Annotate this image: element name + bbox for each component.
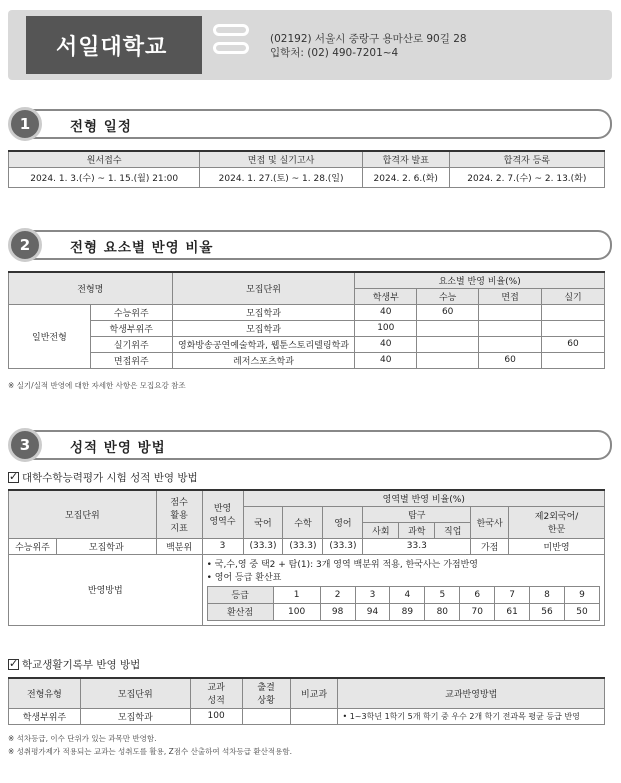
method-line: • 영어 등급 환산표: [206, 572, 282, 583]
col-header: 교과 성적: [190, 678, 242, 708]
grade-cell: 7: [495, 586, 530, 603]
value-cell: (33.3): [323, 538, 363, 554]
value-cell: [479, 336, 542, 352]
value-cell: 60: [542, 336, 605, 352]
grade-cell: 8: [530, 586, 565, 603]
col-header: 면접: [479, 288, 542, 304]
track-cell: 학생부위주: [9, 708, 81, 724]
value-cell: 33.3: [363, 538, 471, 554]
grade-label: 등급: [207, 586, 273, 603]
checkbox-icon: ✓: [9, 657, 19, 670]
score-cell: 89: [390, 603, 425, 620]
value-cell: [479, 320, 542, 336]
value-cell: 40: [355, 304, 417, 320]
schedule-value: 2024. 2. 7.(수) ~ 2. 13.(화): [449, 167, 604, 187]
grade-cell: 1: [273, 586, 320, 603]
col-header: 탐구: [363, 506, 471, 522]
value-cell: [417, 352, 479, 368]
track-cell: 학생부위주: [90, 320, 172, 336]
school-header: [8, 10, 612, 80]
col-header: 수능: [417, 288, 479, 304]
schedule-value: 2024. 2. 6.(화): [362, 167, 449, 187]
value-cell: 가점: [471, 538, 509, 554]
value-cell: (33.3): [243, 538, 283, 554]
school-name: 서일대학교: [26, 16, 202, 74]
ring-icon: [213, 24, 249, 60]
csat-subheading: [8, 470, 198, 485]
section-3-heading: [8, 428, 608, 460]
score-cell: 94: [355, 603, 390, 620]
record-table: [8, 677, 605, 725]
method-cell: [202, 554, 604, 625]
value-cell: 40: [355, 336, 417, 352]
schedule-table: [8, 150, 605, 188]
score-cell: 80: [425, 603, 460, 620]
grade-cell: 2: [320, 586, 355, 603]
method-cell: • 1~3학년 1학기 5개 학기 중 우수 2개 학기 전과목 평균 등급 반영: [338, 708, 605, 724]
value-cell: 60: [417, 304, 479, 320]
col-header: 반영 영역수: [202, 490, 243, 538]
unit-cell: 영화방송공연예술학과, 웹툰스토리텔링학과: [172, 336, 355, 352]
value-cell: 100: [190, 708, 242, 724]
col-header: 학생부: [355, 288, 417, 304]
unit-cell: 레저스포츠학과: [172, 352, 355, 368]
value-cell: 60: [479, 352, 542, 368]
ratio-table: [8, 271, 605, 369]
score-cell: 56: [530, 603, 565, 620]
value-cell: [542, 352, 605, 368]
schedule-value: 2024. 1. 3.(수) ~ 1. 15.(월) 21:00: [9, 167, 200, 187]
col-header: 제2외국어/ 한문: [509, 506, 605, 538]
ratio-note: ※ 실기/실적 반영에 대한 자세한 사항은 모집요강 참조: [8, 381, 186, 390]
section-1-heading: [8, 107, 608, 139]
track-cell: 실기위주: [90, 336, 172, 352]
col-header: 모집단위: [9, 490, 157, 538]
schedule-value: 2024. 1. 27.(토) ~ 1. 28.(일): [200, 167, 362, 187]
grade-cell: 6: [460, 586, 495, 603]
subheading-text: 학교생활기록부 반영 방법: [22, 659, 141, 671]
col-header: 전형유형: [9, 678, 81, 708]
value-cell: 미반영: [509, 538, 605, 554]
school-address: (02192) 서울시 중랑구 용마산로 90길 28: [270, 33, 467, 45]
score-label: 환산점: [207, 603, 273, 620]
value-cell: 40: [355, 352, 417, 368]
col-header: 국어: [243, 506, 283, 538]
track-cell: 면접위주: [90, 352, 172, 368]
value-cell: [542, 304, 605, 320]
grade-cell: 5: [425, 586, 460, 603]
track-cell: 수능위주: [9, 538, 57, 554]
grade-cell: 4: [390, 586, 425, 603]
section-title: 전형 일정: [70, 119, 132, 135]
grade-cell: 3: [355, 586, 390, 603]
method-label: 반영방법: [9, 554, 203, 625]
section-number: 3: [8, 428, 42, 462]
section-title: 전형 요소별 반영 비율: [70, 240, 214, 256]
record-subheading: [8, 657, 140, 672]
value-cell: [417, 320, 479, 336]
score-cell: 61: [495, 603, 530, 620]
section-title: 성적 반영 방법: [70, 440, 166, 456]
section-number: 2: [8, 228, 42, 262]
checkbox-icon: ✓: [9, 470, 19, 483]
score-cell: 98: [320, 603, 355, 620]
unit-cell: 모집학과: [172, 304, 355, 320]
col-header: 점수 활용 지표: [156, 490, 202, 538]
col-header: 전형명: [9, 272, 173, 304]
unit-cell: 모집학과: [80, 708, 190, 724]
value-cell: [290, 708, 338, 724]
col-header: 영역별 반영 비율(%): [243, 490, 605, 506]
col-header: 사회: [363, 522, 399, 538]
col-header: 실기: [542, 288, 605, 304]
col-header: 수학: [283, 506, 323, 538]
unit-cell: 모집학과: [56, 538, 156, 554]
score-cell: 100: [273, 603, 320, 620]
value-cell: 100: [355, 320, 417, 336]
col-header: 직업: [435, 522, 471, 538]
col-header: 원서접수: [9, 151, 200, 167]
type-cell: 일반전형: [9, 304, 91, 368]
col-header: 면접 및 실기고사: [200, 151, 362, 167]
track-cell: 수능위주: [90, 304, 172, 320]
school-phone: 입학처: (02) 490-7201~4: [270, 47, 399, 59]
value-cell: 3: [202, 538, 243, 554]
col-header: 합격자 등록: [449, 151, 604, 167]
section-number: 1: [8, 107, 42, 141]
col-header: 영어: [323, 506, 363, 538]
grade-table: [207, 586, 600, 621]
value-cell: [542, 320, 605, 336]
col-header: 한국사: [471, 506, 509, 538]
unit-cell: 모집학과: [172, 320, 355, 336]
method-line: • 국,수,영 중 택2 + 탐(1): 3개 영역 백분위 적용, 한국사는 가점반영: [206, 559, 478, 570]
value-cell: 백분위: [156, 538, 202, 554]
col-header: 교과반영방법: [338, 678, 605, 708]
value-cell: [417, 336, 479, 352]
value-cell: [479, 304, 542, 320]
col-header: 비교과: [290, 678, 338, 708]
col-header: 과학: [399, 522, 435, 538]
grade-cell: 9: [564, 586, 599, 603]
col-header: 출결 상황: [242, 678, 290, 708]
value-cell: [242, 708, 290, 724]
col-header: 합격자 발표: [362, 151, 449, 167]
record-note: ※ 성취평가제가 적용되는 교과는 성취도를 활용, Z점수 산출하여 석차등급 환산적용함.: [8, 747, 292, 756]
csat-table: [8, 489, 605, 626]
col-header: 모집단위: [80, 678, 190, 708]
col-header: 모집단위: [172, 272, 355, 304]
value-cell: (33.3): [283, 538, 323, 554]
subheading-text: 대학수학능력평가 시험 성적 반영 방법: [22, 472, 198, 484]
school-info: [270, 32, 467, 60]
record-note: ※ 석차등급, 이수 단위가 있는 과목만 반영함.: [8, 734, 157, 743]
score-cell: 70: [460, 603, 495, 620]
section-2-heading: [8, 228, 608, 260]
score-cell: 50: [564, 603, 599, 620]
col-header: 요소별 반영 비율(%): [355, 272, 605, 288]
